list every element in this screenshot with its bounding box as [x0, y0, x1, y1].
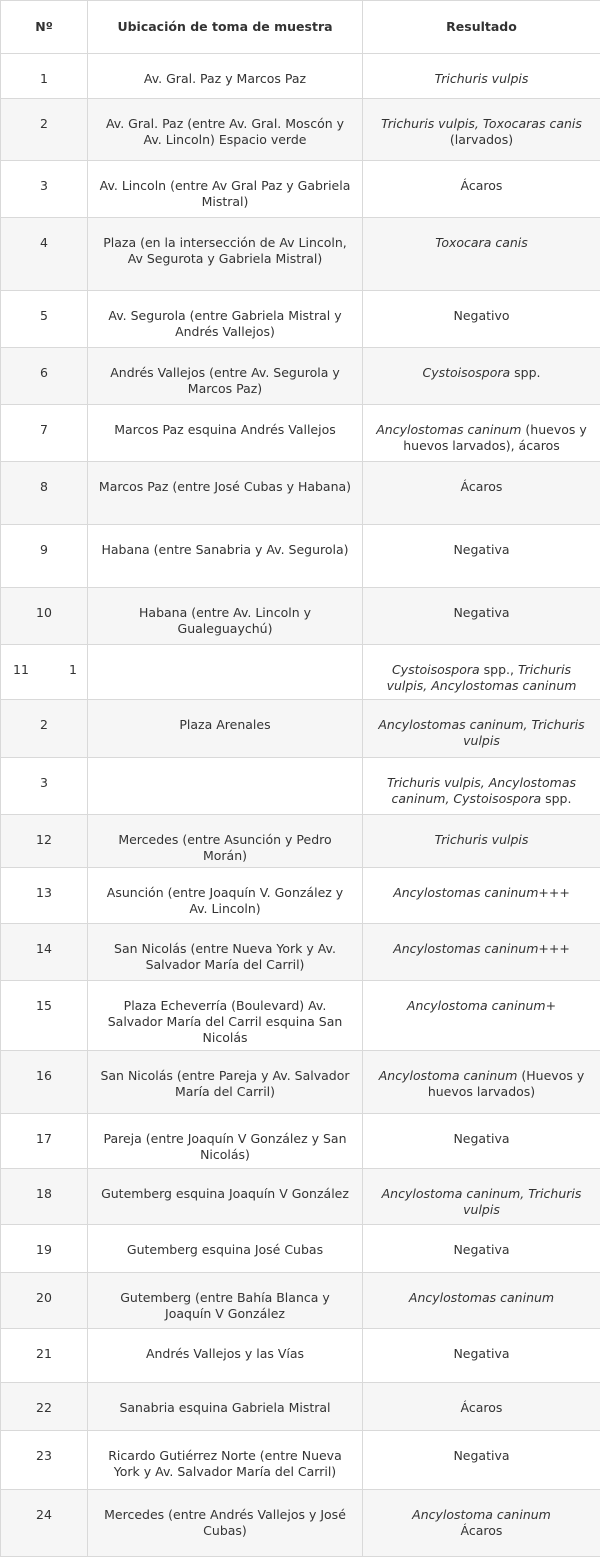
- result-text: Ácaros: [461, 178, 503, 193]
- cell-num: 1: [1, 54, 88, 99]
- cell-num: 4: [1, 218, 88, 291]
- species-name: Trichuris vulpis, Ancylostomas caninum, Cystoisospora: [387, 775, 576, 806]
- cell-result: [363, 924, 600, 981]
- cell-num: [1, 645, 88, 700]
- cell-num: 3: [1, 758, 88, 815]
- table-row: [1, 99, 600, 161]
- cell-num: 10: [1, 588, 88, 645]
- cell-num: 12: [1, 815, 88, 868]
- cell-location: Marcos Paz esquina Andrés Vallejos: [88, 405, 363, 462]
- cell-num: 2: [1, 99, 88, 161]
- header-num: Nº: [1, 1, 88, 54]
- result-text: (Huevos y huevos larvados): [428, 1068, 584, 1099]
- cell-result: [363, 588, 600, 645]
- cell-result: [363, 1329, 600, 1383]
- result-text: (huevos y huevos larvados), ácaros: [403, 422, 587, 453]
- cell-location: Plaza (en la intersección de Av Lincoln, Av Segurota y Gabriela Mistral): [88, 218, 363, 291]
- cell-location: Marcos Paz (entre José Cubas y Habana): [88, 462, 363, 525]
- result-text: Negativa: [453, 1346, 509, 1361]
- result-text: Ácaros: [461, 479, 503, 494]
- cell-location: Mercedes (entre Asunción y Pedro Morán): [88, 815, 363, 868]
- cell-num: 19: [1, 1225, 88, 1273]
- table-row: [1, 868, 600, 924]
- cell-result: [363, 868, 600, 924]
- table-row: [1, 405, 600, 462]
- table-row: [1, 1273, 600, 1329]
- result-text: spp.: [541, 791, 571, 806]
- cell-location: [88, 645, 363, 700]
- table-body: [1, 54, 600, 1557]
- table-row: [1, 1490, 600, 1557]
- cell-num: 7: [1, 405, 88, 462]
- species-name: Trichuris vulpis: [435, 832, 529, 847]
- cell-num: 15: [1, 981, 88, 1051]
- species-name: Cystoisospora: [392, 662, 480, 677]
- cell-num: 2: [1, 700, 88, 758]
- cell-location: Habana (entre Sanabria y Av. Segurola): [88, 525, 363, 588]
- result-text: Negativa: [453, 542, 509, 557]
- cell-result: [363, 1225, 600, 1273]
- cell-location: Av. Segurola (entre Gabriela Mistral y Andrés Vallejos): [88, 291, 363, 348]
- cell-location: Av. Gral. Paz y Marcos Paz: [88, 54, 363, 99]
- cell-result: [363, 99, 600, 161]
- cell-location: Andrés Vallejos y las Vías: [88, 1329, 363, 1383]
- cell-num-group: 11: [13, 662, 29, 678]
- species-name: Ancylostomas caninum, Trichuris vulpis: [378, 717, 584, 748]
- table-row: [1, 161, 600, 218]
- table-row: [1, 758, 600, 815]
- result-text: (larvados): [450, 132, 513, 147]
- header-location: Ubicación de toma de muestra: [88, 1, 363, 54]
- cell-location: Gutemberg esquina Joaquín V González: [88, 1169, 363, 1225]
- cell-location: Andrés Vallejos (entre Av. Segurola y Marcos Paz): [88, 348, 363, 405]
- species-name: Ancylostomas caninum: [376, 422, 521, 437]
- table-row: [1, 1329, 600, 1383]
- cell-num: 6: [1, 348, 88, 405]
- cell-location: San Nicolás (entre Nueva York y Av. Salvador María del Carril): [88, 924, 363, 981]
- cell-location: Pareja (entre Joaquín V González y San Nicolás): [88, 1114, 363, 1169]
- cell-result: [363, 1431, 600, 1490]
- cell-num: 3: [1, 161, 88, 218]
- species-name: Ancylostomas caninum: [409, 1290, 554, 1305]
- table-row: [1, 348, 600, 405]
- cell-location: Asunción (entre Joaquín V. González y Av. Lincoln): [88, 868, 363, 924]
- cell-num: 21: [1, 1329, 88, 1383]
- species-name: Ancylostoma caninum+: [407, 998, 556, 1013]
- table-row: [1, 54, 600, 99]
- cell-result: [363, 525, 600, 588]
- result-text: Negativa: [453, 1448, 509, 1463]
- species-name: Trichuris vulpis: [435, 71, 529, 86]
- cell-result: [363, 54, 600, 99]
- cell-location: Av. Gral. Paz (entre Av. Gral. Moscón y Av. Lincoln) Espacio verde: [88, 99, 363, 161]
- table-row: [1, 1051, 600, 1114]
- result-text: Negativo: [453, 308, 509, 323]
- table-row: [1, 291, 600, 348]
- species-name: Toxocara canis: [435, 235, 528, 250]
- result-text: Negativa: [453, 1131, 509, 1146]
- cell-result: [363, 462, 600, 525]
- table-row: [1, 700, 600, 758]
- table-row: [1, 462, 600, 525]
- cell-result: [363, 291, 600, 348]
- cell-num: 14: [1, 924, 88, 981]
- header-row: [1, 1, 600, 54]
- cell-result: [363, 1114, 600, 1169]
- cell-result: [363, 405, 600, 462]
- cell-num: 16: [1, 1051, 88, 1114]
- cell-location: Gutemberg esquina José Cubas: [88, 1225, 363, 1273]
- result-text: Negativa: [453, 1242, 509, 1257]
- result-text: Ácaros: [461, 1523, 503, 1538]
- header-result: Resultado: [363, 1, 600, 54]
- cell-result: [363, 1051, 600, 1114]
- result-text: Negativa: [453, 605, 509, 620]
- cell-num: 5: [1, 291, 88, 348]
- cell-result: [363, 1273, 600, 1329]
- cell-result: [363, 1169, 600, 1225]
- table-row: [1, 645, 600, 700]
- species-name: Ancylostoma caninum, Trichuris vulpis: [382, 1186, 582, 1217]
- cell-location: [88, 758, 363, 815]
- result-text: spp.: [510, 365, 540, 380]
- cell-num: 8: [1, 462, 88, 525]
- cell-result: [363, 700, 600, 758]
- table-row: [1, 1169, 600, 1225]
- species-name: Cystoisospora: [422, 365, 510, 380]
- cell-result: [363, 758, 600, 815]
- result-text: spp.,: [480, 662, 518, 677]
- cell-location: Plaza Echeverría (Boulevard) Av. Salvador María del Carril esquina San Nicolás: [88, 981, 363, 1051]
- cell-result: [363, 161, 600, 218]
- cell-result: [363, 815, 600, 868]
- cell-location: Av. Lincoln (entre Av Gral Paz y Gabriela Mistral): [88, 161, 363, 218]
- species-name: Ancylostoma caninum: [379, 1068, 518, 1083]
- species-name: Trichuris vulpis, Ancylostomas caninum: [387, 662, 577, 693]
- cell-location: Habana (entre Av. Lincoln y Gualeguaychú): [88, 588, 363, 645]
- cell-num: 22: [1, 1383, 88, 1431]
- result-text: Ácaros: [461, 1400, 503, 1415]
- cell-num: 9: [1, 525, 88, 588]
- cell-location: Gutemberg (entre Bahía Blanca y Joaquín V González: [88, 1273, 363, 1329]
- table-row: [1, 981, 600, 1051]
- cell-num-sub: 1: [69, 662, 77, 678]
- cell-num: 20: [1, 1273, 88, 1329]
- species-name: Ancylostomas caninum+++: [393, 885, 570, 900]
- cell-result: [363, 981, 600, 1051]
- table-row: [1, 1383, 600, 1431]
- cell-num: 23: [1, 1431, 88, 1490]
- cell-result: [363, 218, 600, 291]
- cell-result: [363, 1490, 600, 1557]
- cell-result: [363, 1383, 600, 1431]
- cell-num: 17: [1, 1114, 88, 1169]
- cell-num: 18: [1, 1169, 88, 1225]
- table-row: [1, 525, 600, 588]
- table-row: [1, 924, 600, 981]
- cell-location: San Nicolás (entre Pareja y Av. Salvador María del Carril): [88, 1051, 363, 1114]
- table-row: [1, 218, 600, 291]
- table-row: [1, 815, 600, 868]
- species-name: Ancylostoma caninum: [412, 1507, 551, 1522]
- cell-result: [363, 645, 600, 700]
- cell-location: Mercedes (entre Andrés Vallejos y José Cubas): [88, 1490, 363, 1557]
- cell-location: Plaza Arenales: [88, 700, 363, 758]
- cell-num: 13: [1, 868, 88, 924]
- table-row: [1, 1431, 600, 1490]
- table-row: [1, 1225, 600, 1273]
- cell-location: Sanabria esquina Gabriela Mistral: [88, 1383, 363, 1431]
- cell-location: Ricardo Gutiérrez Norte (entre Nueva York y Av. Salvador María del Carril): [88, 1431, 363, 1490]
- species-name: Trichuris vulpis, Toxocaras canis: [381, 116, 582, 131]
- table-row: [1, 1114, 600, 1169]
- cell-result: [363, 348, 600, 405]
- species-name: Ancylostomas caninum+++: [393, 941, 570, 956]
- cell-num: 24: [1, 1490, 88, 1557]
- table-row: [1, 588, 600, 645]
